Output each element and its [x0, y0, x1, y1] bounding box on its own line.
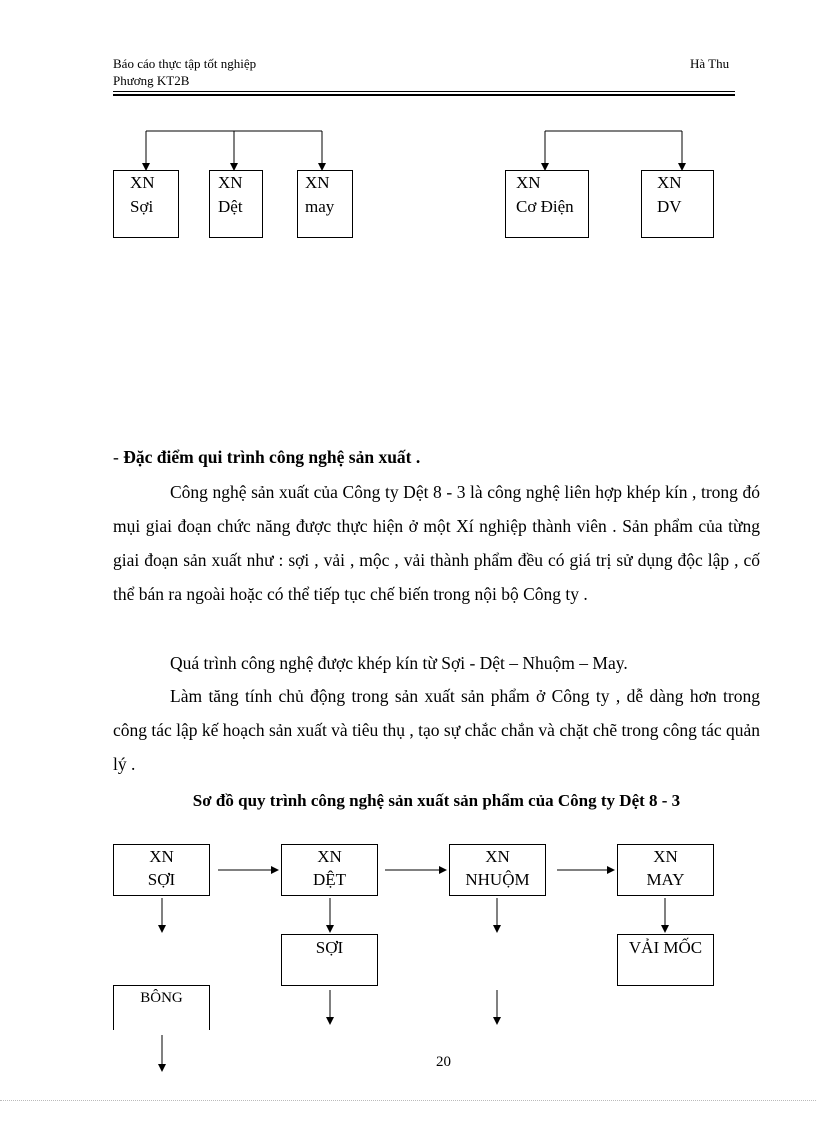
process-box-xn-nhuom	[449, 844, 546, 896]
heading-text: Đặc điểm qui trình công nghệ sản xuất .	[123, 447, 421, 467]
paragraph-2-text: Quá trình công nghệ được khép kín từ Sợi - Dệt – Nhuộm – May.	[170, 653, 628, 673]
paragraph-1	[113, 475, 760, 611]
org-box-xn-soi	[113, 170, 179, 238]
org-box-line1: XN	[657, 173, 682, 192]
org-box-xn-co-dien	[505, 170, 589, 238]
section-heading	[113, 440, 760, 474]
header-left-line1: Báo cáo thực tập tốt nghiệp	[113, 56, 257, 71]
process-box-soi: SỢI	[281, 934, 378, 986]
page-number: 20	[436, 1054, 451, 1070]
heading-prefix: -	[113, 447, 124, 467]
org-box-xn-may	[297, 170, 353, 238]
process-box-xn-may	[617, 844, 714, 896]
process-box-line2: MAY	[646, 870, 685, 889]
org-box-line2: Sợi	[130, 197, 154, 216]
org-box-xn-dv	[641, 170, 714, 238]
process-box-vai-moc: VẢI MỐC	[617, 934, 714, 986]
org-box-line1: XN	[305, 173, 330, 192]
process-box-line1: XN	[485, 847, 510, 866]
org-box-line2: Dệt	[218, 197, 243, 216]
org-box-line1: XN	[130, 173, 155, 192]
process-box-line1: XN	[317, 847, 342, 866]
process-box-line1: XN	[653, 847, 678, 866]
org-box-line2: may	[305, 197, 335, 216]
process-box-line2: NHUỘM	[465, 870, 530, 889]
process-box-line1: XN	[149, 847, 174, 866]
header-right: Hà Thu	[690, 56, 730, 71]
paragraph-2	[113, 646, 760, 680]
process-box-xn-soi	[113, 844, 210, 896]
org-box-line1: XN	[218, 173, 243, 192]
org-box-xn-det	[209, 170, 263, 238]
paragraph-3-text: Làm tăng tính chủ động trong sản xuất sản phẩm ở Công ty , dễ dàng hơn trong công tác lập kế hoạch sản xuất và tiêu thụ , tạo sự chắc chắn và chặt chẽ trong công tác quản lý .	[113, 686, 761, 774]
process-box-line2: DỆT	[312, 870, 347, 889]
process-box-bong	[113, 985, 210, 1030]
paragraph-3	[113, 679, 760, 781]
paragraph-1-text: Công nghệ sản xuất của Công ty Dệt 8 - 3 là công nghệ liên hợp khép kín , trong đó mụi giai đoạn chức năng được thực hiện ở một Xí nghiệp thành viên . Sản phẩm của từng giai đoạn sản xuất như : sợi , vải , mộc , vải thành phẩm đều có giá trị sử dụng độc lập , cố thể bán ra ngoài hoặc có thể tiếp tục chế biến trong nội bộ Công ty .	[113, 482, 760, 604]
org-box-line2: DV	[657, 197, 682, 216]
process-box-xn-det	[281, 844, 378, 896]
diagram-title: Sơ đồ quy trình công nghệ sản xuất sản phẩm của Công ty Dệt 8 - 3	[192, 791, 681, 810]
process-box-line2: SỢI	[147, 870, 176, 889]
header-left-line2: Phương KT2B	[113, 73, 190, 88]
bong-label: BÔNG	[140, 990, 183, 1006]
page-bottom-dotted-line	[0, 1100, 816, 1101]
org-box-line2: Cơ Điện	[516, 197, 574, 216]
org-box-line1: XN	[516, 173, 541, 192]
